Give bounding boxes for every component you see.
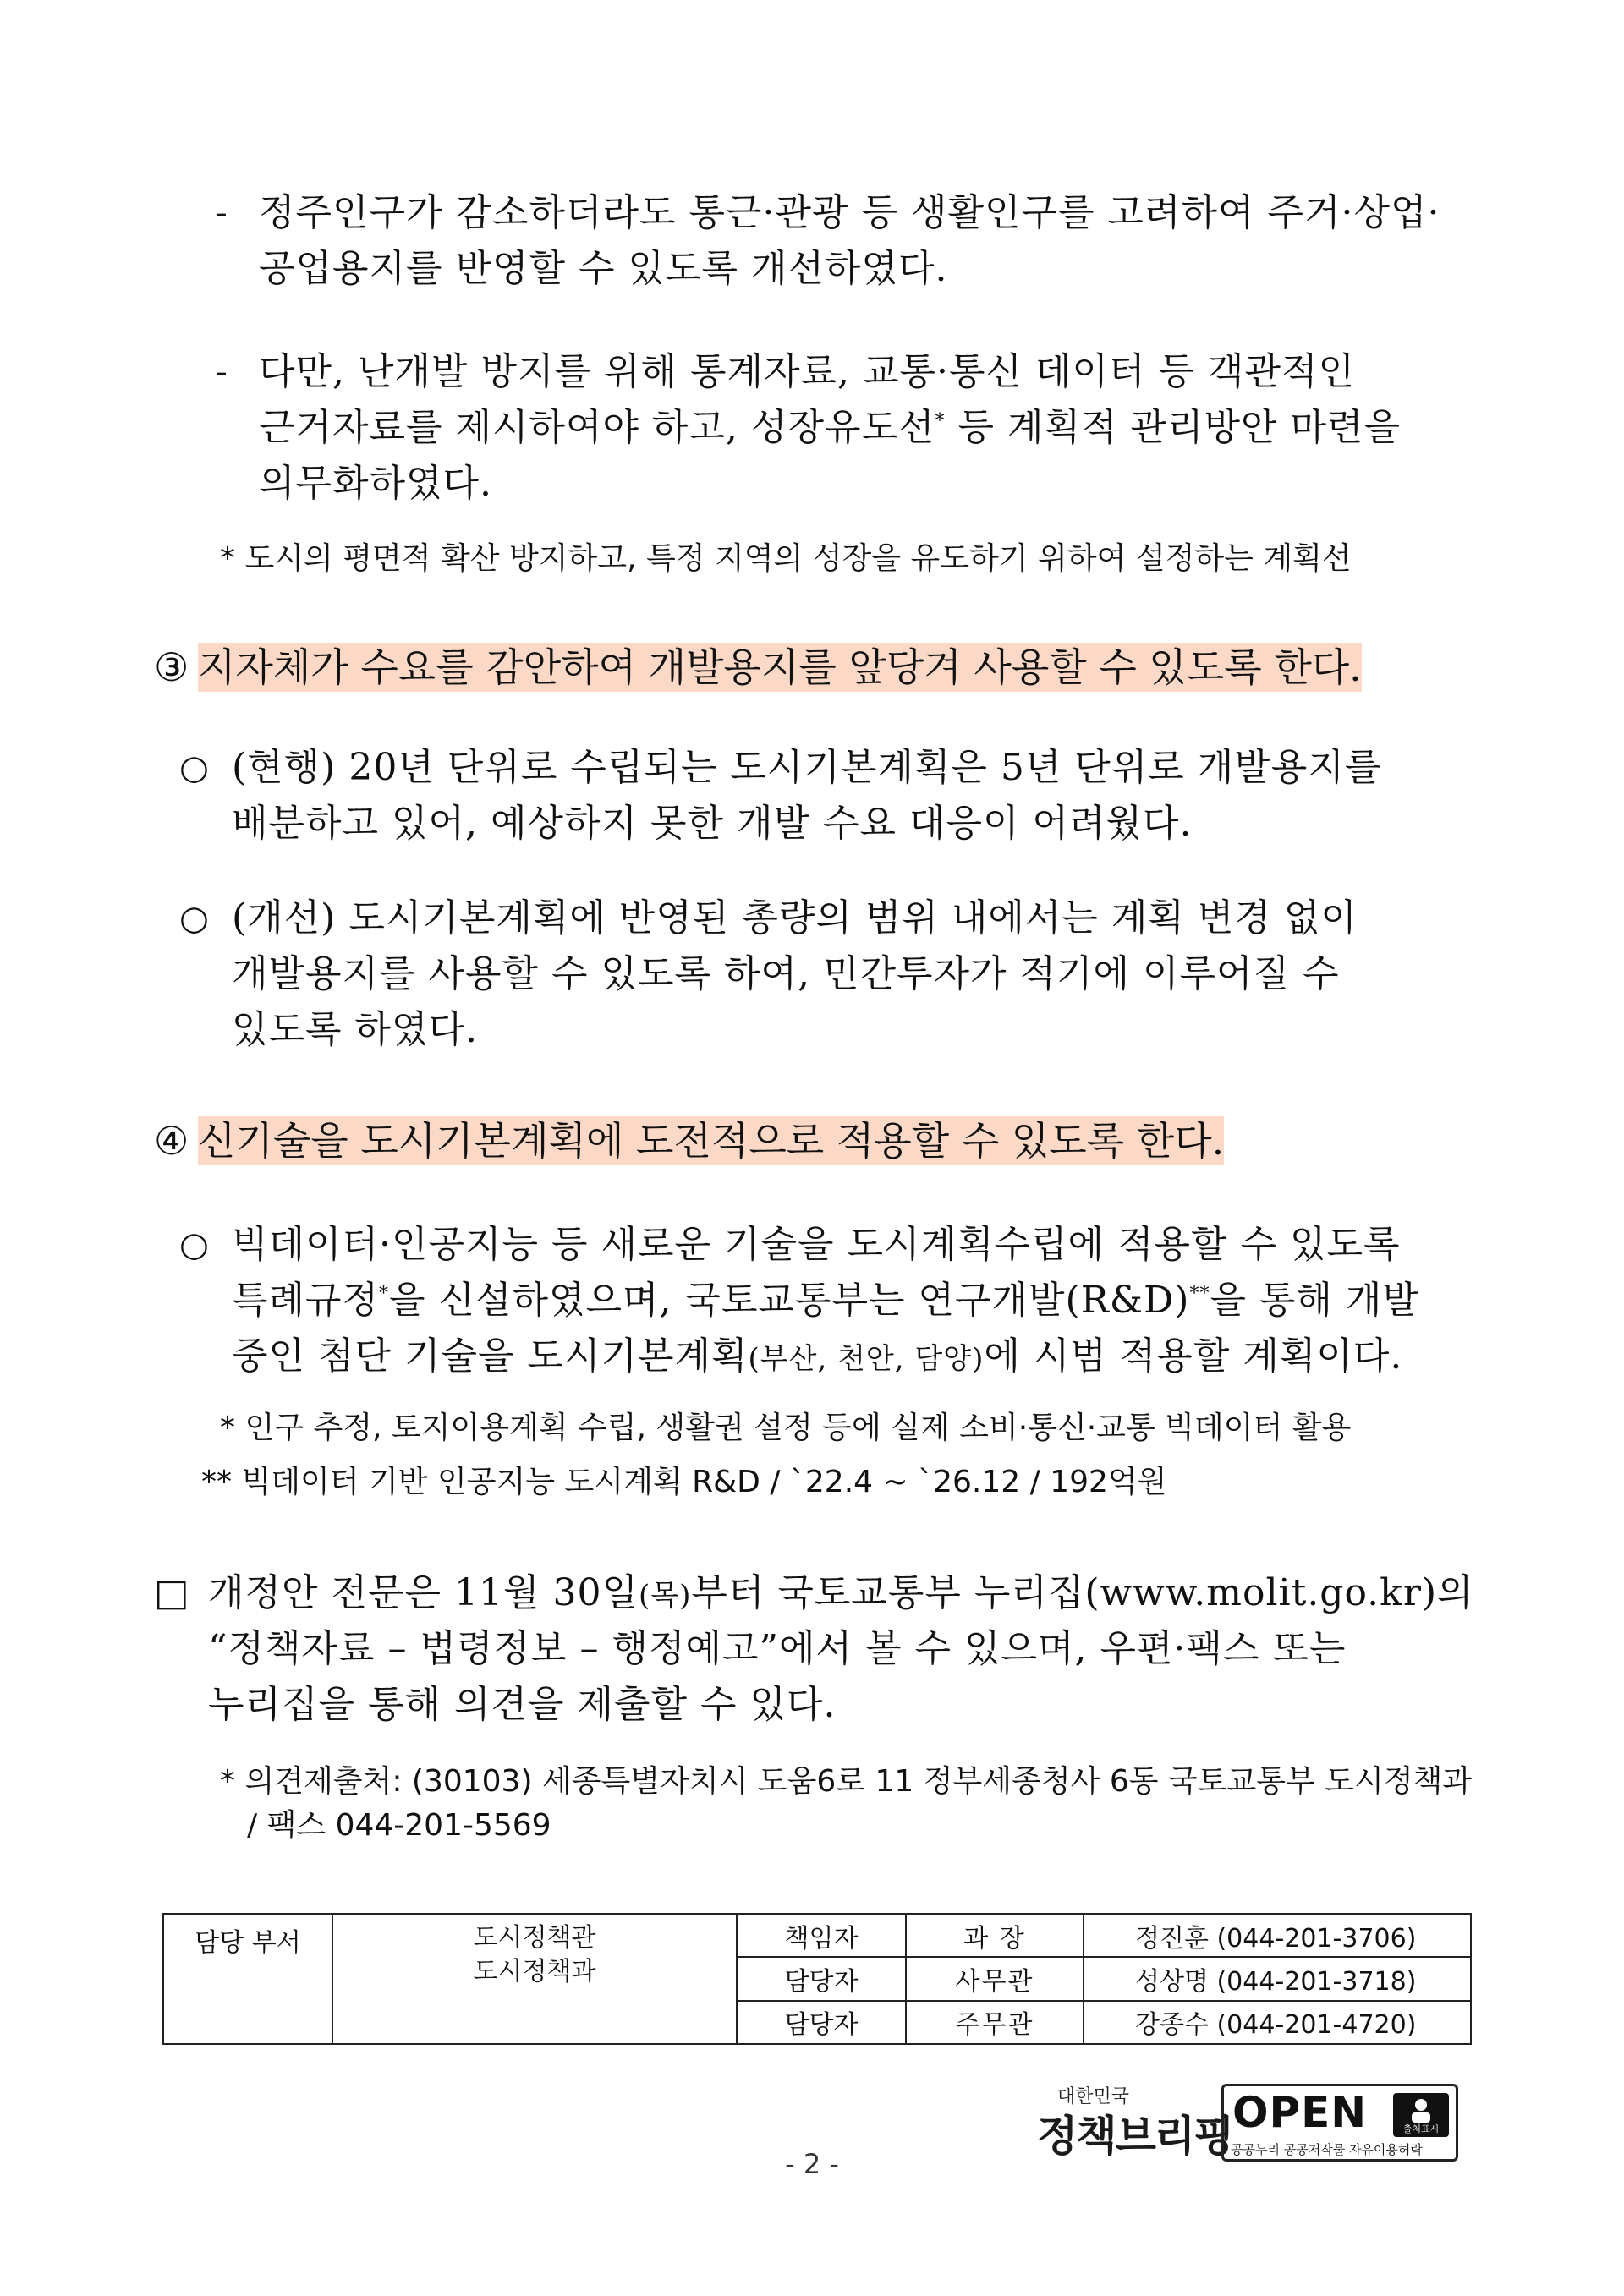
attribution-icon bbox=[1393, 2093, 1449, 2137]
notice-line-1: 개정안 전문은 11월 30일(목)부터 국토교통부 누리집(www.molit.go.kr)의 bbox=[208, 1571, 1474, 1614]
footnote-mark: * bbox=[379, 1283, 390, 1305]
bullet-mark: ○ bbox=[179, 748, 209, 787]
contact-table bbox=[162, 1913, 1472, 2045]
footnote-special-rule: * 인구 추정, 토지이용계획 수립, 생활권 설정 등에 실제 소비·통신·교통 빅데이터 활용 bbox=[220, 1411, 1352, 1445]
person-cell: 강종수 (044-201-4720) bbox=[1084, 2001, 1471, 2044]
paragraph-a-line-1: 정주인구가 감소하더라도 통근·관광 등 생활인구를 고려하여 주거·상업· bbox=[259, 191, 1440, 234]
footnote-fax: / 팩스 044-201-5569 bbox=[247, 1808, 551, 1843]
policy-briefing-logo: 정책브리핑 bbox=[1037, 2112, 1233, 2161]
bullet-4a-line-3: 중인 첨단 기술을 도시기본계획(부산, 천안, 담양)에 시범 적용할 계획이다. bbox=[232, 1334, 1403, 1378]
role-cell: 담당자 bbox=[737, 2001, 906, 2044]
position-cell: 사무관 bbox=[906, 1957, 1084, 2000]
role-cell: 책임자 bbox=[737, 1914, 906, 1957]
dash-mark: - bbox=[215, 350, 228, 393]
role-cell: 담당자 bbox=[737, 1957, 906, 2000]
dept-label: 담당 부서 bbox=[163, 1914, 332, 2044]
footnote-growth-line: * 도시의 평면적 확산 방지하고, 특정 지역의 성장을 유도하기 위하여 설정하는 계획선 bbox=[220, 541, 1352, 576]
dept-name: 도시정책관 도시정책과 bbox=[332, 1914, 737, 2044]
bullet-4a-line-1: 빅데이터·인공지능 등 새로운 기술을 도시계획수립에 적용할 수 있도록 bbox=[232, 1223, 1401, 1266]
dash-mark: - bbox=[215, 191, 228, 234]
section-3-number: ③ bbox=[154, 644, 189, 690]
brand-small-text: 대한민국 bbox=[1057, 2086, 1130, 2107]
person-cell: 성상명 (044-201-3718) bbox=[1084, 1957, 1471, 2000]
bullet-3a-line-1: (현행) 20년 단위로 수립되는 도시기본계획은 5년 단위로 개발용지를 bbox=[232, 746, 1382, 789]
open-icon-label: 출처표시 bbox=[1402, 2123, 1440, 2134]
section-4-heading bbox=[154, 1115, 1224, 1167]
notice-line-3: 누리집을 통해 의견을 제출할 수 있다. bbox=[208, 1683, 837, 1726]
open-label: OPEN bbox=[1232, 2088, 1368, 2137]
bullet-3b-line-2: 개발용지를 사용할 수 있도록 하여, 민간투자가 적기에 이루어질 수 bbox=[232, 952, 1340, 995]
paragraph-b-line-1: 다만, 난개발 방지를 위해 통계자료, 교통·통신 데이터 등 객관적인 bbox=[259, 350, 1355, 393]
bullet-3a-line-2: 배분하고 있어, 예상하지 못한 개발 수요 대응이 어려웠다. bbox=[232, 802, 1193, 845]
footnote-mark: ** bbox=[1189, 1283, 1210, 1305]
notice-box-mark: □ bbox=[154, 1571, 189, 1614]
section-3-heading bbox=[154, 641, 1362, 693]
footnote-submission-address: * 의견제출처: (30103) 세종특별자치시 도움6로 11 정부세종청사 6동 국토교통부 도시정책과 bbox=[220, 1764, 1473, 1799]
bullet-mark: ○ bbox=[179, 899, 209, 938]
section-4-title: 신기술을 도시기본계획에 도전적으로 적용할 수 있도록 한다. bbox=[198, 1118, 1225, 1164]
bullet-4a-line-2: 특례규정*을 신설하였으며, 국토교통부는 연구개발(R&D)**을 통해 개발 bbox=[232, 1279, 1419, 1322]
bullet-3b-line-3: 있도록 하였다. bbox=[232, 1008, 478, 1051]
bullet-3b-line-1: (개선) 도시기본계획에 반영된 총량의 범위 내에서는 계획 변경 없이 bbox=[232, 896, 1358, 940]
footnote-rnd: ** 빅데이터 기반 인공지능 도시계획 R&D / `22.4 ~ `26.12 / 192억원 bbox=[201, 1465, 1167, 1499]
position-cell: 과 장 bbox=[906, 1914, 1084, 1957]
page-number: - 2 - bbox=[785, 2148, 839, 2180]
footnote-mark: * bbox=[935, 410, 946, 432]
bullet-mark: ○ bbox=[179, 1225, 209, 1264]
notice-line-2: “정책자료 – 법령정보 – 행정예고”에서 볼 수 있으며, 우편·팩스 또는 bbox=[208, 1627, 1347, 1670]
position-cell: 주무관 bbox=[906, 2001, 1084, 2044]
section-3-title: 지자체가 수요를 감안하여 개발용지를 앞당겨 사용할 수 있도록 한다. bbox=[198, 644, 1362, 690]
person-cell: 정진훈 (044-201-3706) bbox=[1084, 1914, 1471, 1957]
paragraph-b-line-3: 의무화하였다. bbox=[259, 462, 493, 505]
paragraph-a-line-2: 공업용지를 반영할 수 있도록 개선하였다. bbox=[259, 247, 948, 290]
table-row bbox=[163, 1914, 1471, 1957]
paragraph-b-line-2: 근거자료를 제시하여야 하고, 성장유도선* 등 계획적 관리방안 마련을 bbox=[259, 406, 1402, 449]
section-4-number: ④ bbox=[154, 1118, 189, 1164]
open-subtitle: 공공누리 공공저작물 자유이용허락 bbox=[1231, 2142, 1423, 2157]
